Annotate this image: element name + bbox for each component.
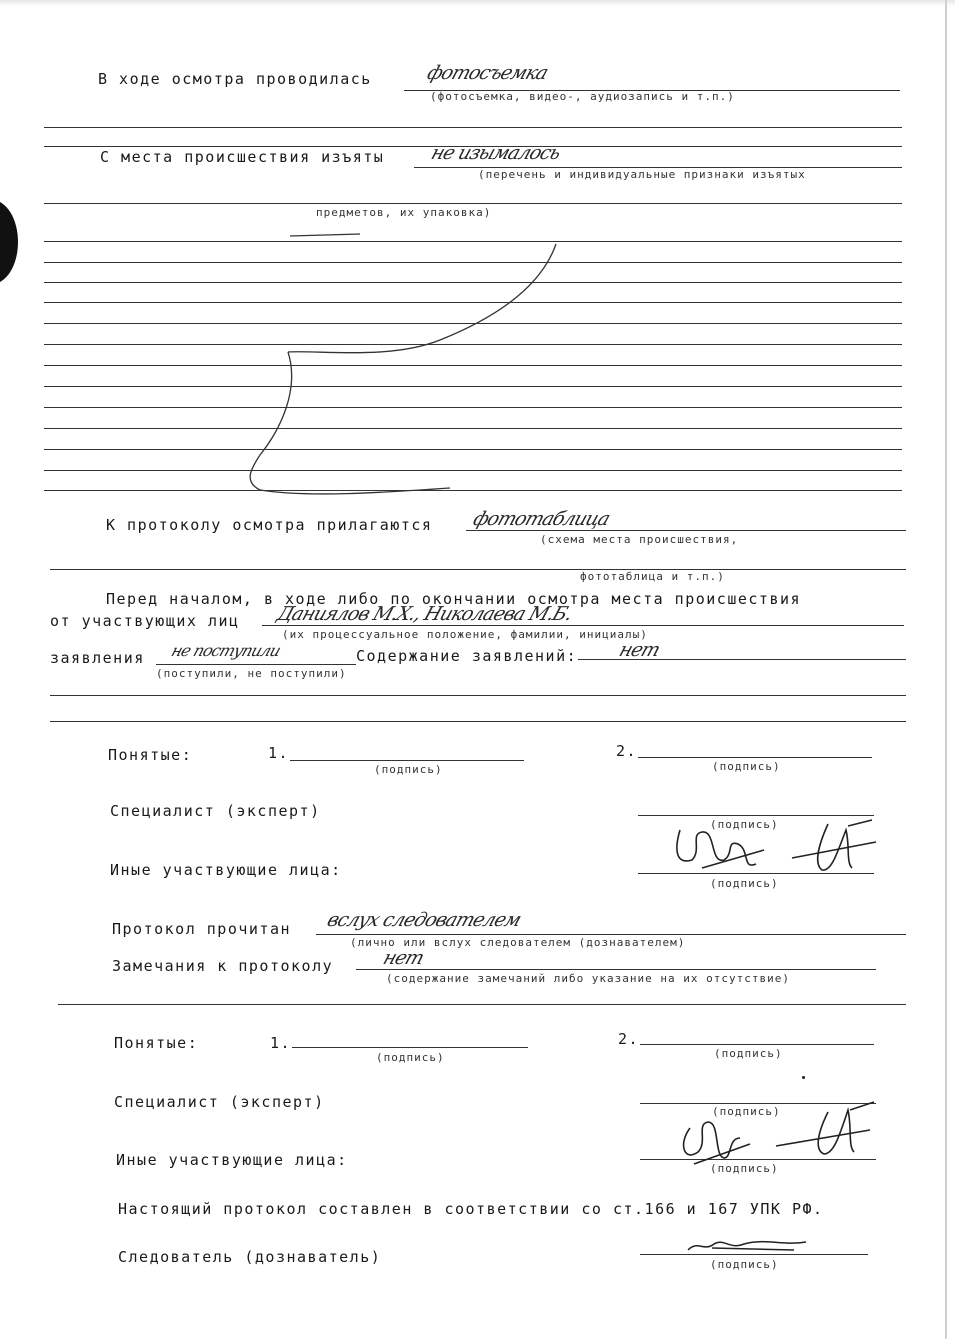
investigator-label: Следователь (дознаватель): [118, 1248, 382, 1266]
witness-1-number: 1.: [268, 744, 290, 762]
specialist-signature-caption: (подпись): [710, 818, 779, 831]
statements-label: заявления: [50, 649, 145, 667]
protocol-read-caption: (лично или вслух следователем (дознавателем): [350, 936, 686, 949]
seized-caption-1: (перечень и индивидуальные признаки изъятых: [478, 168, 806, 181]
attachments-caption-1: (схема места происшествия,: [540, 533, 739, 546]
remarks-handwritten-value: нет: [380, 947, 427, 969]
witness-1-signature-caption: (подпись): [376, 1051, 445, 1064]
recording-handwritten-value: фотосъемка: [424, 62, 551, 84]
other-participants-signature-caption: (подпись): [710, 877, 779, 890]
persons-line: [262, 625, 904, 626]
statements-handwritten-value: не поступили: [168, 641, 283, 660]
statements-content-line: [578, 659, 906, 660]
other-participants-label: Иные участвующие лица:: [116, 1151, 348, 1169]
protocol-read-handwritten-value: вслух следователем: [324, 909, 524, 931]
attachments-caption-2: фототаблица и т.п.): [580, 570, 725, 583]
witness-2-number: 2.: [616, 742, 638, 760]
statements-content-label: Содержание заявлений:: [356, 647, 578, 665]
blank-line: [50, 695, 906, 696]
attachments-handwritten-value: фототаблица: [470, 508, 613, 530]
attachments-label: К протоколу осмотра прилагаются: [106, 516, 433, 534]
other-participants-label: Иные участвующие лица:: [110, 861, 342, 879]
other-participants-signature-caption: (подпись): [710, 1162, 779, 1175]
blank-line: [44, 203, 902, 204]
blank-line: [50, 721, 906, 722]
handwritten-signature-4: [772, 1100, 892, 1160]
persons-caption: (их процессуальное положение, фамилии, инициалы): [282, 628, 648, 641]
attachments-line: [466, 530, 906, 531]
protocol-read-label: Протокол прочитан: [112, 920, 292, 938]
statements-content-handwritten-value: нет: [616, 639, 663, 661]
remarks-label: Замечания к протоколу: [112, 957, 334, 975]
recording-caption: (фотосъемка, видео-, аудиозапись и т.п.): [430, 90, 735, 103]
investigator-signature-caption: (подпись): [710, 1258, 779, 1271]
witness-1-signature-line: [290, 760, 524, 761]
seized-caption-2: предметов, их упаковка): [316, 206, 492, 219]
persons-handwritten-value: Даниялов М.Х., Николаева М.Б.: [274, 603, 575, 625]
witness-2-signature-caption: (подпись): [714, 1047, 783, 1060]
witnesses-label: Понятые:: [108, 746, 193, 764]
witness-1-signature-line: [292, 1047, 528, 1048]
blank-line: [50, 569, 906, 570]
recording-label: В ходе осмотра проводилась: [98, 70, 372, 88]
stray-mark: [802, 1076, 805, 1079]
statements-line: [156, 664, 356, 665]
remarks-caption: (содержание замечаний либо указание на их отсутствие): [386, 972, 790, 985]
statements-caption: (поступили, не поступили): [156, 667, 347, 680]
witnesses-label: Понятые:: [114, 1034, 199, 1052]
scan-right-edge: [945, 0, 947, 1339]
specialist-label: Специалист (эксперт): [110, 802, 321, 820]
remarks-line: [356, 969, 876, 970]
statements-from-label: от участвующих лиц: [50, 612, 240, 630]
protocol-read-line: [316, 934, 906, 935]
specialist-label: Специалист (эксперт): [114, 1093, 325, 1111]
handwritten-signature-3: [674, 1108, 764, 1168]
witness-1-number: 1.: [270, 1034, 292, 1052]
witness-2-signature-line: [638, 757, 872, 758]
witness-2-signature-caption: (подпись): [712, 760, 781, 773]
binder-hole: [0, 200, 18, 284]
seized-handwritten-value: не изымалось: [428, 142, 564, 164]
witness-2-number: 2.: [618, 1030, 640, 1048]
handwritten-signature-2: [788, 816, 888, 876]
specialist-signature-caption: (подпись): [712, 1105, 781, 1118]
witness-2-signature-line: [640, 1044, 874, 1045]
statements-intro: Перед началом, в ходе либо по окончании осмотра места происшествия: [106, 590, 802, 608]
handwritten-signature-1: [672, 820, 772, 880]
strike-through-z-mark: [240, 230, 570, 500]
witness-1-signature-caption: (подпись): [374, 763, 443, 776]
investigator-handwritten-signature: [684, 1236, 814, 1256]
compliance-statement: Настоящий протокол составлен в соответствии со ст.166 и 167 УПК РФ.: [118, 1200, 824, 1218]
seized-label: С места происшествия изъяты: [100, 148, 385, 166]
blank-line: [44, 127, 902, 128]
blank-line: [58, 1004, 906, 1005]
scan-top-edge: [0, 0, 955, 6]
